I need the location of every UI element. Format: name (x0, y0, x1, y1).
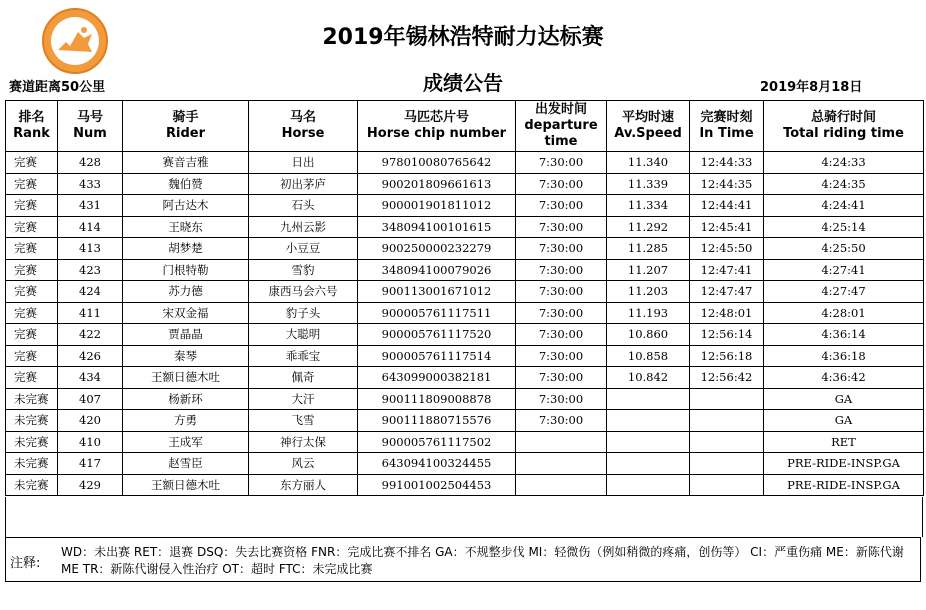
column-header (690, 101, 764, 152)
horse-number-cell: 411 (58, 302, 123, 324)
horse-name-cell: 石头 (249, 195, 358, 217)
chip-number-cell: 900005761117514 (358, 345, 516, 367)
horse-number-cell: 433 (58, 173, 123, 195)
table-row (6, 324, 924, 346)
finish-time-cell: 12:47:47 (690, 281, 764, 303)
finish-time-cell: 12:56:18 (690, 345, 764, 367)
finish-time-cell (690, 388, 764, 410)
average-speed-cell (607, 431, 690, 453)
status-cell: 完赛 (6, 324, 58, 346)
finish-time-cell (690, 431, 764, 453)
horse-number-cell: 434 (58, 367, 123, 389)
horse-name-cell: 康西马会六号 (249, 281, 358, 303)
column-header-zh: 马匹芯片号 (403, 110, 469, 125)
finish-time-cell: 12:47:41 (690, 259, 764, 281)
table-row (6, 367, 924, 389)
total-riding-time-cell: 4:24:41 (764, 195, 924, 217)
rider-cell: 胡梦楚 (123, 238, 249, 260)
total-riding-time-cell: 4:27:41 (764, 259, 924, 281)
horse-name-cell: 豹子头 (249, 302, 358, 324)
departure-time-cell: 7:30:00 (516, 216, 607, 238)
average-speed-cell: 11.203 (607, 281, 690, 303)
chip-number-cell: 900005761117502 (358, 431, 516, 453)
status-cell: 未完赛 (6, 431, 58, 453)
table-header-row (6, 101, 924, 152)
horse-name-cell: 九州云影 (249, 216, 358, 238)
column-header-en: Horse (281, 126, 325, 141)
finish-time-cell: 12:45:50 (690, 238, 764, 260)
finish-time-cell: 12:56:42 (690, 367, 764, 389)
column-header-zh: 骑手 (172, 110, 199, 125)
horse-name-cell: 飞雪 (249, 410, 358, 432)
finish-time-cell (690, 453, 764, 475)
finish-time-cell (690, 474, 764, 496)
table-row (6, 216, 924, 238)
finish-time-cell: 12:44:35 (690, 173, 764, 195)
total-riding-time-cell: 4:36:14 (764, 324, 924, 346)
column-header-en: Rank (13, 126, 50, 141)
table-row (6, 474, 924, 496)
average-speed-cell: 10.858 (607, 345, 690, 367)
horse-name-cell: 大汗 (249, 388, 358, 410)
finish-time-cell: 12:56:14 (690, 324, 764, 346)
departure-time-cell (516, 453, 607, 475)
departure-time-cell: 7:30:00 (516, 367, 607, 389)
column-header (764, 101, 924, 152)
horse-number-cell: 429 (58, 474, 123, 496)
status-cell: 完赛 (6, 195, 58, 217)
column-header (358, 101, 516, 152)
page-title: 2019年锡林浩特耐力达标赛 (322, 25, 604, 50)
status-cell: 未完赛 (6, 453, 58, 475)
table-row (6, 281, 924, 303)
table-row (6, 431, 924, 453)
column-header-zh: 平均时速 (621, 110, 674, 125)
horse-name-cell: 小豆豆 (249, 238, 358, 260)
results-announcement-heading: 成绩公告 (423, 71, 503, 95)
status-cell: 完赛 (6, 216, 58, 238)
horse-name-cell: 初出茅庐 (249, 173, 358, 195)
total-riding-time-cell: 4:28:01 (764, 302, 924, 324)
departure-time-cell: 7:30:00 (516, 345, 607, 367)
departure-time-cell: 7:30:00 (516, 238, 607, 260)
average-speed-cell: 10.842 (607, 367, 690, 389)
table-row (6, 345, 924, 367)
column-header (58, 101, 123, 152)
column-header-zh: 出发时间 (534, 102, 587, 117)
column-header-en: departure time (524, 118, 598, 149)
horse-name-cell: 日出 (249, 152, 358, 174)
finish-time-cell: 12:44:41 (690, 195, 764, 217)
finish-time-cell: 12:48:01 (690, 302, 764, 324)
departure-time-cell: 7:30:00 (516, 173, 607, 195)
departure-time-cell: 7:30:00 (516, 324, 607, 346)
finish-time-cell: 12:44:33 (690, 152, 764, 174)
horse-number-cell: 428 (58, 152, 123, 174)
horse-number-cell: 407 (58, 388, 123, 410)
average-speed-cell: 11.334 (607, 195, 690, 217)
chip-number-cell: 348094100101615 (358, 216, 516, 238)
total-riding-time-cell: 4:24:33 (764, 152, 924, 174)
average-speed-cell (607, 388, 690, 410)
table-row (6, 453, 924, 475)
table-row (6, 173, 924, 195)
total-riding-time-cell: 4:25:50 (764, 238, 924, 260)
horse-number-cell: 431 (58, 195, 123, 217)
departure-time-cell: 7:30:00 (516, 259, 607, 281)
average-speed-cell (607, 474, 690, 496)
column-header (6, 101, 58, 152)
notes-box (5, 537, 921, 582)
horse-name-cell: 风云 (249, 453, 358, 475)
rider-cell: 王额日德木吐 (123, 474, 249, 496)
rider-cell: 赵雪臣 (123, 453, 249, 475)
rider-cell: 秦琴 (123, 345, 249, 367)
notes-label: 注释: (10, 556, 41, 571)
column-header-zh: 完赛时刻 (700, 110, 753, 125)
total-riding-time-cell: 4:24:35 (764, 173, 924, 195)
chip-number-cell: 643094100324455 (358, 453, 516, 475)
table-row (6, 259, 924, 281)
average-speed-cell (607, 453, 690, 475)
total-riding-time-cell: 4:27:47 (764, 281, 924, 303)
departure-time-cell: 7:30:00 (516, 195, 607, 217)
rider-cell: 苏力德 (123, 281, 249, 303)
rider-cell: 贾晶晶 (123, 324, 249, 346)
status-cell: 完赛 (6, 152, 58, 174)
average-speed-cell: 11.340 (607, 152, 690, 174)
average-speed-cell (607, 410, 690, 432)
total-riding-time-cell: PRE-RIDE-INSP.GA (764, 474, 924, 496)
chip-number-cell: 900111809008878 (358, 388, 516, 410)
total-riding-time-cell: PRE-RIDE-INSP.GA (764, 453, 924, 475)
horse-number-cell: 423 (58, 259, 123, 281)
horse-number-cell: 420 (58, 410, 123, 432)
total-riding-time-cell: 4:36:18 (764, 345, 924, 367)
horse-name-cell: 东方丽人 (249, 474, 358, 496)
status-cell: 完赛 (6, 173, 58, 195)
results-table (5, 100, 924, 496)
chip-number-cell: 900005761117520 (358, 324, 516, 346)
chip-number-cell: 900113001671012 (358, 281, 516, 303)
table-body (6, 152, 924, 496)
column-header (607, 101, 690, 152)
chip-number-cell: 991001002504453 (358, 474, 516, 496)
column-header-zh: 排名 (18, 110, 45, 125)
status-cell: 未完赛 (6, 474, 58, 496)
departure-time-cell (516, 474, 607, 496)
column-header-zh: 总骑行时间 (810, 110, 876, 125)
table-blank-band (5, 497, 923, 537)
chip-number-cell: 900005761117511 (358, 302, 516, 324)
rider-cell: 阿古达木 (123, 195, 249, 217)
chip-number-cell: 348094100079026 (358, 259, 516, 281)
column-header-en: Av.Speed (614, 126, 682, 141)
average-speed-cell: 10.860 (607, 324, 690, 346)
column-header-zh: 马名 (289, 110, 316, 125)
horse-number-cell: 422 (58, 324, 123, 346)
rider-cell: 王成军 (123, 431, 249, 453)
column-header-en: In Time (699, 126, 754, 141)
status-cell: 未完赛 (6, 388, 58, 410)
rider-cell: 宋双金福 (123, 302, 249, 324)
column-header-en: Total riding time (783, 126, 904, 141)
finish-time-cell (690, 410, 764, 432)
column-header-en: Num (73, 126, 107, 141)
rider-cell: 魏伯赞 (123, 173, 249, 195)
horse-name-cell: 雪豹 (249, 259, 358, 281)
column-header (123, 101, 249, 152)
total-riding-time-cell: 4:25:14 (764, 216, 924, 238)
table-row (6, 238, 924, 260)
column-header (249, 101, 358, 152)
rider-cell: 门根特勒 (123, 259, 249, 281)
table-row (6, 410, 924, 432)
horse-name-cell: 乖乖宝 (249, 345, 358, 367)
horse-number-cell: 414 (58, 216, 123, 238)
average-speed-cell: 11.285 (607, 238, 690, 260)
total-riding-time-cell: RET (764, 431, 924, 453)
chip-number-cell: 643099000382181 (358, 367, 516, 389)
chip-number-cell: 900201809661613 (358, 173, 516, 195)
status-cell: 未完赛 (6, 410, 58, 432)
table-row (6, 302, 924, 324)
average-speed-cell: 11.207 (607, 259, 690, 281)
horse-number-cell: 413 (58, 238, 123, 260)
table-row (6, 388, 924, 410)
rider-cell: 王额日德木吐 (123, 367, 249, 389)
departure-time-cell: 7:30:00 (516, 388, 607, 410)
total-riding-time-cell: 4:36:42 (764, 367, 924, 389)
average-speed-cell: 11.193 (607, 302, 690, 324)
status-cell: 完赛 (6, 367, 58, 389)
status-cell: 完赛 (6, 345, 58, 367)
horse-name-cell: 大聪明 (249, 324, 358, 346)
course-distance: 赛道距离50公里 (9, 80, 106, 95)
rider-cell: 方勇 (123, 410, 249, 432)
horse-name-cell: 佩奇 (249, 367, 358, 389)
chip-number-cell: 900111880715576 (358, 410, 516, 432)
departure-time-cell (516, 431, 607, 453)
status-cell: 完赛 (6, 259, 58, 281)
status-cell: 完赛 (6, 302, 58, 324)
departure-time-cell: 7:30:00 (516, 302, 607, 324)
status-cell: 完赛 (6, 281, 58, 303)
departure-time-cell: 7:30:00 (516, 152, 607, 174)
horse-number-cell: 426 (58, 345, 123, 367)
horse-number-cell: 424 (58, 281, 123, 303)
departure-time-cell: 7:30:00 (516, 281, 607, 303)
departure-time-cell: 7:30:00 (516, 410, 607, 432)
status-cell: 完赛 (6, 238, 58, 260)
chip-number-cell: 900001901811012 (358, 195, 516, 217)
total-riding-time-cell: GA (764, 388, 924, 410)
column-header-zh: 马号 (76, 110, 103, 125)
table-row (6, 152, 924, 174)
chip-number-cell: 900250000232279 (358, 238, 516, 260)
rider-cell: 赛音吉雅 (123, 152, 249, 174)
rider-cell: 王晓东 (123, 216, 249, 238)
column-header (516, 101, 607, 152)
horse-number-cell: 417 (58, 453, 123, 475)
total-riding-time-cell: GA (764, 410, 924, 432)
average-speed-cell: 11.339 (607, 173, 690, 195)
table-row (6, 195, 924, 217)
column-header-en: Horse chip number (366, 126, 507, 141)
horse-number-cell: 410 (58, 431, 123, 453)
event-date: 2019年8月18日 (760, 80, 863, 95)
horse-name-cell: 神行太保 (249, 431, 358, 453)
average-speed-cell: 11.292 (607, 216, 690, 238)
chip-number-cell: 978010080765642 (358, 152, 516, 174)
finish-time-cell: 12:45:41 (690, 216, 764, 238)
column-header-en: Rider (166, 126, 205, 141)
notes-text: WD：未出赛 RET：退赛 DSQ：失去比赛资格 FNR：完成比赛不排名 GA：不规整步伐 MI：轻微伤（例如稍微的疼痛，创伤等） CI：严重伤痛 ME：新陈代谢 ME TR：新陈代谢侵入性治疗 OT：超时 FTC：未完成比赛 (61, 545, 904, 576)
rider-cell: 杨新环 (123, 388, 249, 410)
